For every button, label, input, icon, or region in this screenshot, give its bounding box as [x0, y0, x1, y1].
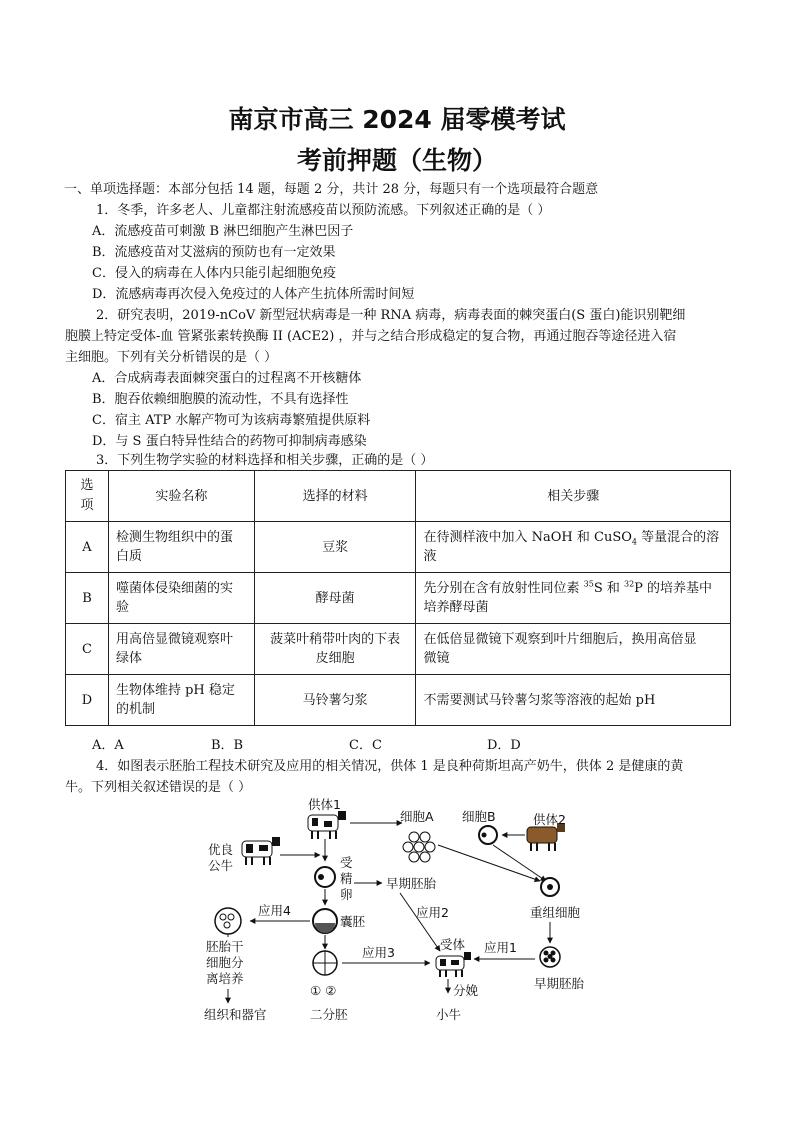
- row-material: 菠菜叶稍带叶肉的下表 皮细胞: [254, 624, 416, 675]
- recombined-cell-label: 重组细胞: [530, 905, 581, 920]
- q2-stem-line2: 胞膜上特定受体-血 管紧张素转换酶 II (ACE2) ，并与之结合形成稳定的复合物，再通过胞吞等途径进入宿: [65, 329, 677, 344]
- q2-stem-line1: 2．研究表明，2019-nCoV 新型冠状病毒是一种 RNA 病毒，病毒表面的棘突蛋白(S 蛋白)能识别靶细: [96, 308, 686, 323]
- row-option: D: [66, 675, 109, 726]
- q2-stem-line3: 主细胞。下列有关分析错误的是（ ）: [65, 350, 278, 365]
- q1-stem: 1．冬季，许多老人、儿童都注射流感疫苗以预防流感。下列叙述正确的是（ ）: [96, 203, 551, 218]
- header-option: 选项: [66, 471, 109, 522]
- bull-label-1: 优良: [208, 842, 234, 857]
- stem-cell-dish-icon: [215, 908, 241, 934]
- fertilized-egg-label-1: 受: [340, 855, 353, 870]
- recipient-label: 受体: [440, 937, 466, 952]
- row-option: B: [66, 573, 109, 624]
- q3-choice-d: D．D: [487, 738, 521, 753]
- bull-icon: [242, 837, 280, 865]
- twin-numbers: ① ②: [310, 983, 337, 998]
- blastocyst-icon: [313, 909, 337, 933]
- row-option: C: [66, 624, 109, 675]
- row-experiment: 检测生物组织中的蛋 白质: [108, 522, 254, 573]
- q4-stem-line1: 4．如图表示胚胎工程技术研究及应用的相关情况，供体 1 是良种荷斯坦高产奶牛，供体 2 是健康的黄: [96, 759, 684, 774]
- calf-label: 小牛: [436, 1007, 462, 1022]
- fertilized-egg-label-3: 卵: [340, 887, 353, 902]
- bull-label-2: 公牛: [208, 858, 234, 873]
- row-material: 豆浆: [254, 522, 416, 573]
- row-steps: 不需要测试马铃薯匀浆等溶液的起始 pH: [416, 675, 731, 726]
- application4-label: 应用4: [258, 903, 291, 918]
- split-embryo-label: 二分胚: [310, 1007, 348, 1022]
- row-material: 马铃薯匀浆: [254, 675, 416, 726]
- application3-label: 应用3: [362, 945, 395, 960]
- row-experiment: 用高倍显微镜观察叶 绿体: [108, 624, 254, 675]
- q3-stem: 3．下列生物学实验的材料选择和相关步骤，正确的是（ ）: [96, 453, 434, 468]
- table-row: [66, 573, 731, 624]
- q1-option-a: A．流感疫苗可刺激 B 淋巴细胞产生淋巴因子: [92, 224, 354, 239]
- es-cell-label-3: 离培养: [206, 971, 244, 986]
- es-cell-label-2: 细胞分: [206, 955, 244, 970]
- early-embryo-label-1: 早期胚胎: [386, 876, 437, 891]
- embryo-engineering-diagram: [190, 797, 610, 1027]
- q1-option-d: D．流感病毒再次侵入免疫过的人体产生抗体所需时间短: [92, 287, 415, 302]
- section-heading: 一、单项选择题：本部分包括 14 题，每题 2 分，共计 28 分，每题只有一个选项最符合题意: [64, 182, 599, 197]
- donor2-label: 供体2: [533, 812, 566, 827]
- row-steps: 在低倍显微镜下观察到叶片细胞后，换用高倍显 微镜: [416, 624, 731, 675]
- cell-a-label: 细胞A: [400, 809, 434, 824]
- donor1-label: 供体1: [308, 797, 341, 812]
- header-steps: 相关步骤: [416, 471, 731, 522]
- early-embryo-label-2: 早期胚胎: [534, 976, 585, 991]
- header-experiment: 实验名称: [108, 471, 254, 522]
- q3-choice-c: C．C: [349, 738, 382, 753]
- cell-a-cluster-icon: [403, 832, 435, 862]
- application2-label: 应用2: [416, 905, 449, 920]
- table-row: [66, 624, 731, 675]
- q3-choice-a: A．A: [92, 738, 124, 753]
- row-option: A: [66, 522, 109, 573]
- table-row: [66, 522, 731, 573]
- row-experiment: 生物体维持 pH 稳定 的机制: [108, 675, 254, 726]
- split-embryo-icon: [313, 951, 337, 975]
- q1-option-b: B．流感疫苗对艾滋病的预防也有一定效果: [92, 245, 336, 260]
- table-row: [66, 675, 731, 726]
- q2-option-b: B．胞吞依赖细胞膜的流动性，不具有选择性: [92, 392, 349, 407]
- q3-table: [65, 470, 731, 726]
- blastocyst-label: 囊胚: [340, 914, 366, 929]
- tissue-organ-label: 组织和器官: [204, 1007, 267, 1022]
- q2-option-a: A．合成病毒表面棘突蛋白的过程离不开核糖体: [92, 371, 362, 386]
- row-material: 酵母菌: [254, 573, 416, 624]
- q4-stem-line2: 牛。下列相关叙述错误的是（ ）: [65, 780, 252, 795]
- donor2-cow-icon: [527, 823, 565, 851]
- donor1-cow-icon: [308, 811, 346, 839]
- calving-label: 分娩: [453, 983, 479, 998]
- q2-option-c: C．宿主 ATP 水解产物可为该病毒繁殖提供原料: [92, 413, 371, 428]
- row-steps: 先分别在含有放射性同位素 $^{35}$S 和 $^{32}$P 的培养基中 培养酵母菌: [416, 573, 731, 624]
- q2-option-d: D．与 S 蛋白特异性结合的药物可抑制病毒感染: [92, 434, 367, 449]
- recipient-cow-icon: [436, 952, 471, 977]
- row-experiment: 噬菌体侵染细菌的实 验: [108, 573, 254, 624]
- early-embryo-ball-icon: [540, 947, 560, 967]
- exam-title: 南京市高三 2024 届零模考试: [228, 105, 566, 134]
- es-cell-label-1: 胚胎干: [206, 939, 244, 954]
- table-header-row: [66, 471, 731, 522]
- fertilized-egg-label-2: 精: [340, 871, 353, 886]
- row-steps: 在待测样液中加入 NaOH 和 CuSO$_4$ 等量混合的溶 液: [416, 522, 731, 573]
- exam-subtitle: 考前押题（生物）: [296, 146, 497, 175]
- application1-label: 应用1: [484, 940, 517, 955]
- q1-option-c: C．侵入的病毒在人体内只能引起细胞免疫: [92, 266, 336, 281]
- cell-b-label: 细胞B: [462, 809, 496, 824]
- header-material: 选择的材料: [254, 471, 416, 522]
- q3-choice-b: B．B: [211, 738, 244, 753]
